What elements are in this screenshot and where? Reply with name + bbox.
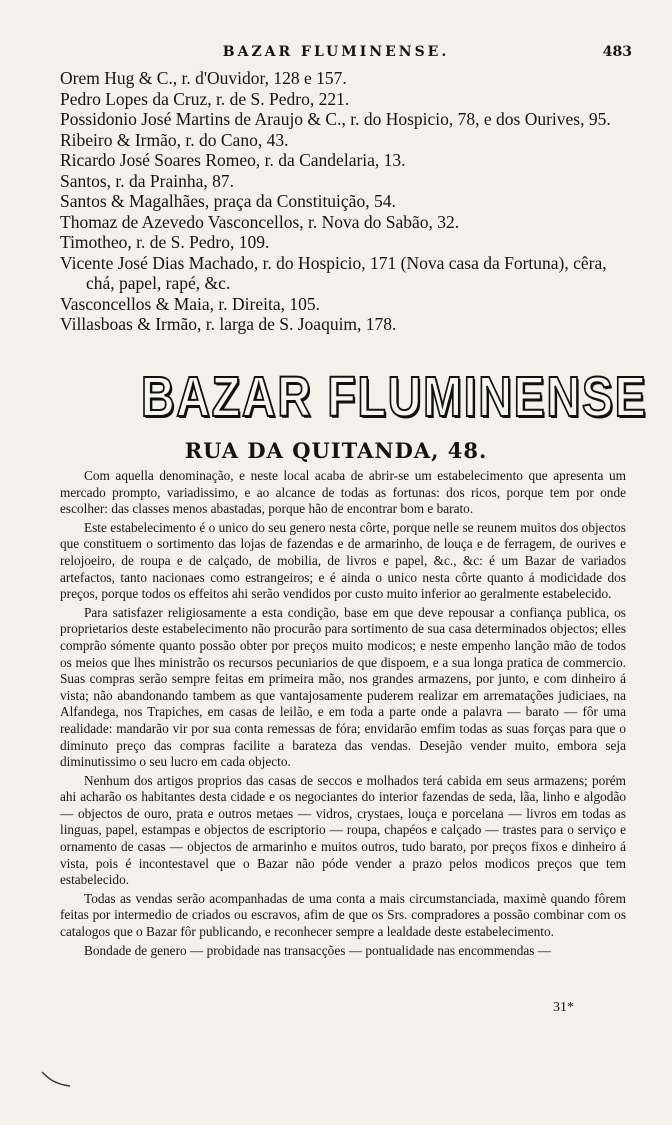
- advert-paragraph: Este estabelecimento é o unico do seu genero nesta côrte, porque nelle se reunem muitos dos objectos que constituem o sortimento das lojas de fazendas e de armarinho, de louça e de ferragem, de ourives e relojoeiro, de roupa e de calçado, de mobilia, de livros e papel, &c., &c: é um Bazar de variados artefactos, tanto nacionaes como estrangeiros; e é ainda o unico nesta côrte quanto á modicidade dos preços, porque todos os effeitos ahi serão vendidos por custo muito inferior ao geralmente estabelecido.: [60, 519, 626, 602]
- advert-address: RUA DA QUITANDA, 48.: [184, 438, 488, 463]
- directory-entry: Orem Hug & C., r. d'Ouvidor, 128 e 157.: [60, 68, 347, 88]
- directory-entry: Villasboas & Irmão, r. larga de S. Joaquim, 178.: [60, 314, 397, 334]
- advert-paragraph: Bondade de genero — probidade nas transacções — pontualidade nas encommendas —: [84, 942, 552, 958]
- directory-entry: Thomaz de Azevedo Vasconcellos, r. Nova do Sabão, 32.: [60, 211, 460, 232]
- advert-paragraph: Nenhum dos artigos proprios das casas de seccos e molhados terá cabida em seus armazens; porém ahi acharão os habitantes desta cidade e os negociantes do interior fazendas de seda, lãa, linho e algodão — objectos de ouro, prata e outros metaes — vidros, crystaes, louça e porcelana — livros em todas as linguas, papel, estampas e objectos de escriptorio — roupa, chapéos e calçado — trastes para o serviço e ornamento de casas — objectos de armarinho e muitos outros, tudo barato, por preços fixos e dinheiro á vista, pois é incontestavel que o Bazar não póde vender a prazo pelos modicos preços que tem estabelecido.: [60, 772, 626, 888]
- directory-entry: Vicente José Dias Machado, r. do Hospicio, 171 (Nova casa da Fortuna), cêra, chá, papel, rapé, &c.: [60, 252, 607, 293]
- page-number: 483: [602, 44, 632, 60]
- directory-entry: Santos, r. da Prainha, 87.: [60, 170, 235, 191]
- advert-paragraph: Para satisfazer religiosamente a esta condição, base em que deve repousar a confiança publica, os proprietarios deste estabelecimento não procurão para sortimento de sua casa determinados objectos; elles comprão sómente quanto possão obter por preços muito modicos; e neste empenho lanção mão de todos os meios que lhes ministrão os recursos pecuniarios de que dispoem, e a sua longa pratica de commercio. Suas compras serão sempre feitas em primeira mão, nos grandes armazens, por junto, e com dinheiro á vista; não abandonando tambem as que vantajosamente puderem realizar em arrematações judiciaes, na Alfandega, nos Trapiches, em casas de leilão, e em toda a parte onde a palavra — barato — fôr uma realidade: mandarão vir por sua conta remessas de fóra; envidarão emfim todas as suas forças para que o diminuto preço das compras facilite a barateza das vendas. Desejão vender muito, embora seja diminutissimo o seu lucro em cada objecto.: [60, 604, 626, 770]
- directory-entry: Vasconcellos & Maia, r. Direita, 105.: [60, 293, 321, 314]
- directory-entry: Santos & Magalhães, praça da Constituição, 54.: [60, 191, 396, 211]
- directory-entry: Possidonio José Martins de Araujo & C., r. do Hospicio, 78, e dos Ourives, 95.: [60, 109, 611, 129]
- directory-list: [60, 68, 630, 335]
- advert-paragraph: Com aquella denominação, e neste local acaba de abrir-se um estabelecimento que apresenta um mercado prompto, variadissimo, e ao alcance de todas as fortunas: dos ricos, porque tem por onde escolher: das classes menos abastadas, porque hão de encontrar bom e barato.: [60, 468, 626, 517]
- advert-body: [60, 468, 626, 961]
- directory-entry: Ricardo José Soares Romeo, r. da Candelaria, 13.: [60, 150, 406, 170]
- stray-ink-mark-icon: [40, 1068, 74, 1090]
- directory-entry: Timotheo, r. de S. Pedro, 109.: [60, 232, 270, 252]
- directory-entry: Pedro Lopes da Cruz, r. de S. Pedro, 221.: [60, 88, 350, 109]
- advert-paragraph: Todas as vendas serão acompanhadas de uma conta a mais circumstanciada, maximè quando fôrem feitas por intermedio de criados ou escravos, afim de que os Srs. compradores a possão combinar com os catalogos que o Bazar fôr publicando, e reconhecer sempre a lealdade deste estabelecimento.: [60, 890, 626, 940]
- directory-entry: Ribeiro & Irmão, r. do Cano, 43.: [60, 129, 289, 150]
- advert-banner: BAZAR FLUMINENSE: [140, 365, 648, 429]
- running-title: BAZAR FLUMINENSE.: [222, 44, 450, 60]
- signature-mark: 31*: [553, 1000, 574, 1015]
- running-head: [0, 44, 672, 64]
